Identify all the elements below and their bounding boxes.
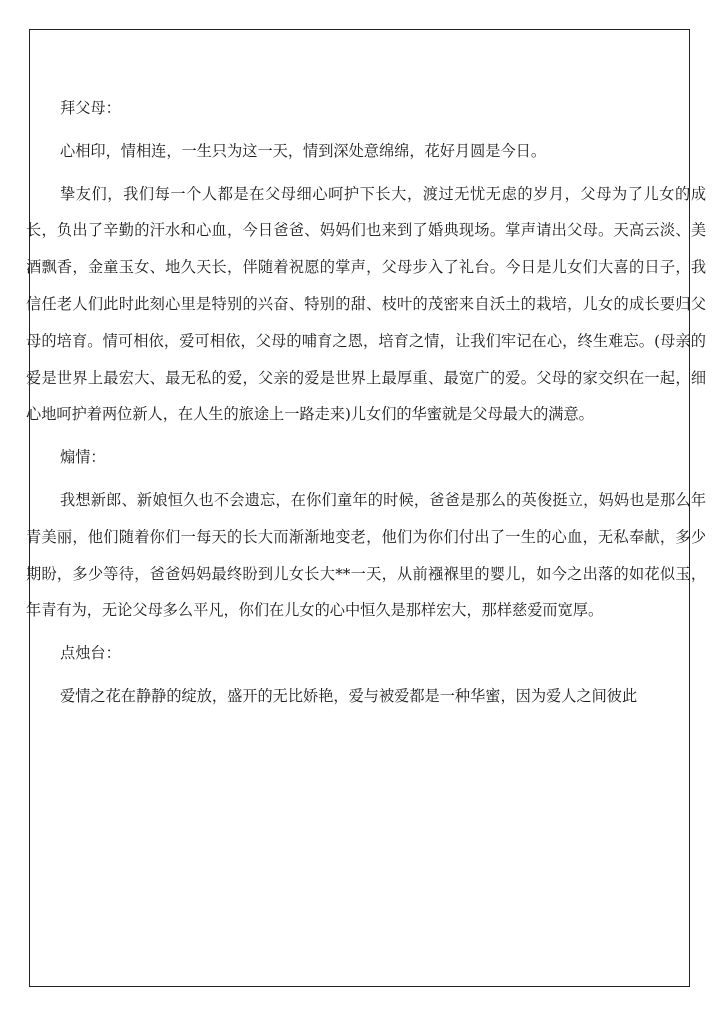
paragraph-couplet: 心相印，情相连，一生只为这一天，情到深处意绵绵，花好月圆是今日。	[60, 141, 546, 160]
paragraph-childhood-memory: 我想新郎、新娘恒久也不会遗忘，在你们童年的时候，爸爸是那么的英俊挺立，妈妈也是那么年青美丽，他们随着你们一每天的长大而渐渐地变老，他们为你们付出了一生的心血，无私奉献，多少期盼，多少等待，爸爸妈妈最终盼到儿女长大**一天，从前襁褓里的婴儿，如今之出落的如花似玉，年青有为，无论父母多么平凡，你们在儿女的心中恒久是那样宏大，那样慈爱而宽厚。	[26, 490, 706, 620]
document-body	[26, 90, 706, 721]
section-heading-bow-to-parents: 拜父母：	[60, 99, 121, 117]
section-heading-emotion: 煽情：	[60, 448, 106, 467]
paragraph-love-flower: 爱情之花在静静的绽放，盛开的无比娇艳，爱与被爱都是一种华蜜，因为爱人之间彼此	[60, 686, 638, 705]
section-heading-candle-lighting: 点烛台：	[60, 644, 121, 663]
paragraph-parents-speech: 挚友们，我们每一个人都是在父母细心呵护下长大，渡过无忧无虑的岁月，父母为了儿女的成长，负出了辛勤的汗水和心血，今日爸爸、妈妈们也来到了婚典现场。掌声请出父母。天高云淡、美酒飘香，金童玉女、地久天长，伴随着祝愿的掌声，父母步入了礼台。今日是儿女们大喜的日子，我信任老人们此时此刻心里是特别的兴奋、特别的甜、枝叶的茂密来自沃土的栽培，儿女的成长要归父母的培育。情可相依，爱可相依，父母的哺育之恩，培育之情，让我们牢记在心，终生难忘。(母亲的爱是世界上最宏大、最无私的爱，父亲的爱是世界上最厚重、最宽广的爱。父母的家交织在一起，细心地呵护着两位新人，在人生的旅途上一路走来)儿女们的华蜜就是父母最大的满意。	[26, 184, 706, 424]
